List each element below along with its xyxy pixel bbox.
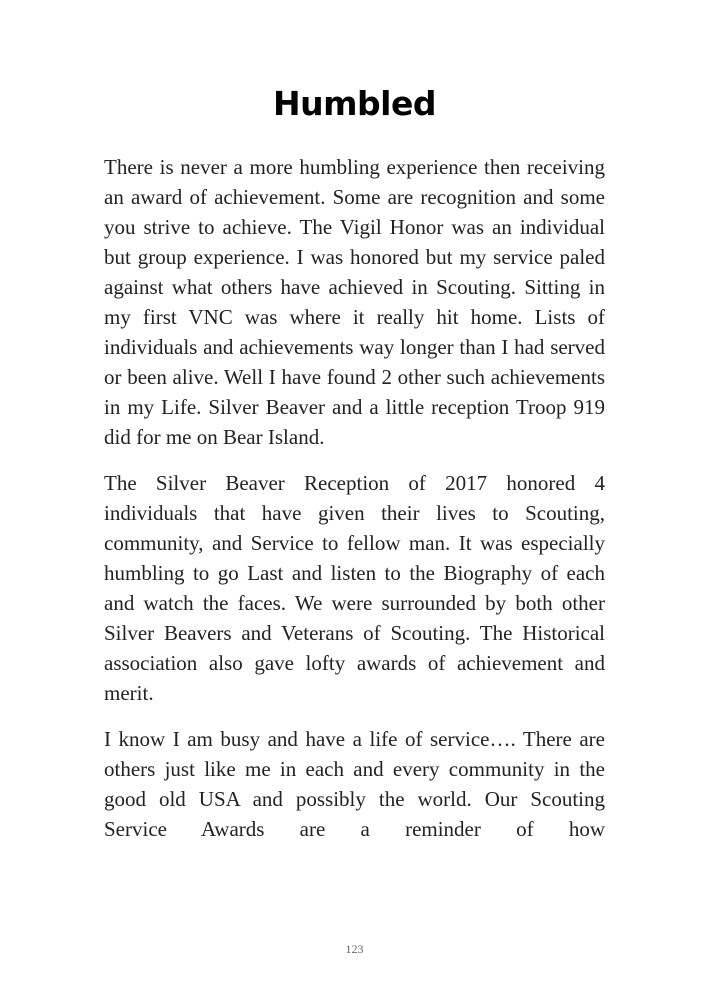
paragraph-2: The Silver Beaver Reception of 2017 honored 4 individuals that have given their lives to Scouting, community, and Service to fellow man. It was especially humbling to go Last and listen to the Biography of each and watch the faces. We were surrounded by both other Silver Beavers and Veterans of Scouting. The Historical association also gave lofty awards of achievement and merit.: [104, 471, 605, 705]
page-number: 123: [345, 942, 364, 956]
chapter-body: [104, 152, 605, 860]
chapter-title: Humbled: [273, 84, 436, 123]
paragraph-3: I know I am busy and have a life of service…. There are others just like me in each and every community in the good old USA and possibly the world. Our Scouting Service Awards are a reminder of how: [104, 727, 605, 841]
paragraph-1: There is never a more humbling experience then receiving an award of achievement. Some are recognition and some you strive to achieve. The Vigil Honor was an individual but group experience. I was honored but my service paled against what others have achieved in Scouting. Sitting in my first VNC was where it really hit home. Lists of individuals and achievements way longer than I had served or been alive. Well I have found 2 other such achievements in my Life. Silver Beaver and a little reception Troop 919 did for me on Bear Island.: [104, 155, 605, 449]
